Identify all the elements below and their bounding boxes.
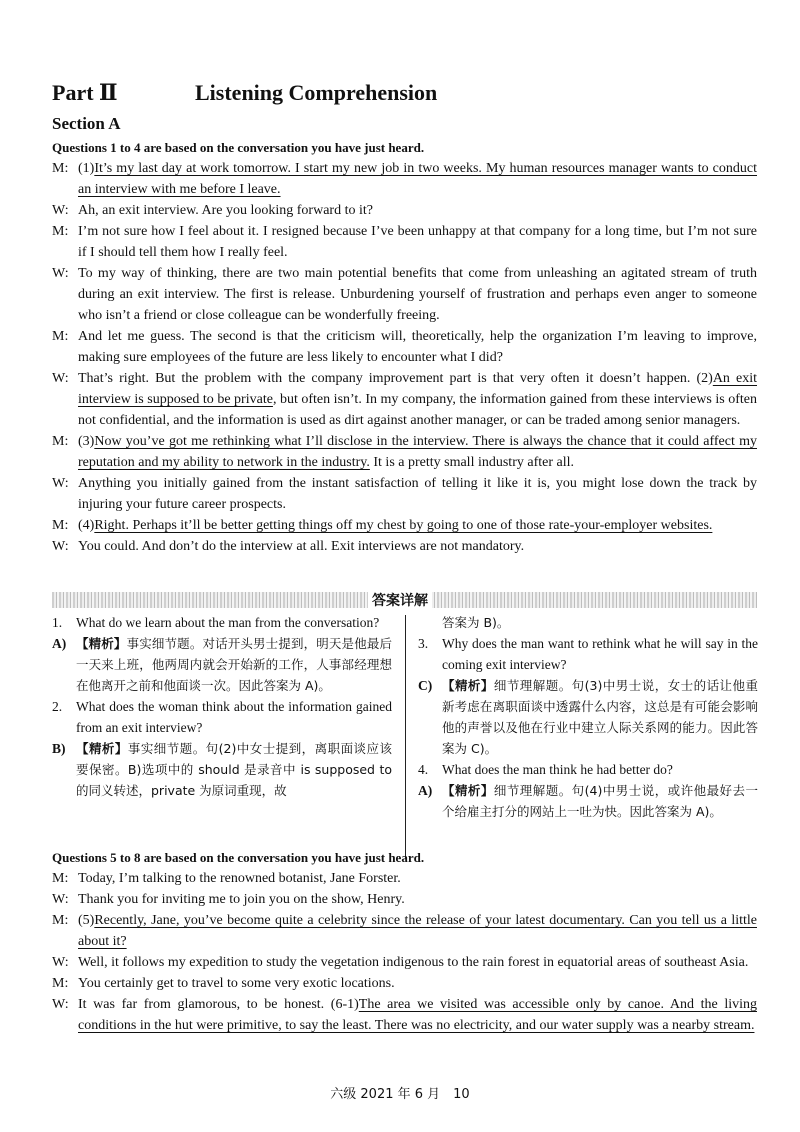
item-text: What do we learn about the man from the conversation? <box>76 615 380 630</box>
part-number: Part Ⅱ <box>52 80 118 105</box>
turn-text <box>78 868 757 889</box>
analysis-tag: 【精析】 <box>76 741 128 756</box>
dialog-turn <box>52 431 757 473</box>
speaker-label: W: <box>52 203 69 218</box>
turn-text <box>78 368 757 431</box>
turn-text <box>78 263 757 326</box>
turn-text-plain: That’s right. But the problem with the company improvement part is that very often it doesn’t happen. <box>78 371 697 386</box>
speaker-label: W: <box>52 892 69 907</box>
turn-text <box>78 952 757 973</box>
sentence-marker: (6-1) <box>330 997 359 1012</box>
dialog-turn <box>52 263 757 326</box>
page-footer: 六级 2021 年 6 月 10 <box>330 1087 470 1102</box>
turn-text-plain: Well, it follows my expedition to study the vegetation indigenous to the rain forest in equatorial areas of southeast Asia. <box>78 955 749 970</box>
answer-item <box>418 780 758 822</box>
turn-text <box>78 994 757 1036</box>
dialog-turn <box>52 952 757 973</box>
turn-text-plain: Anything you initially gained from the instant satisfaction of telling it like it is, you might lose down the track by injuring your future career prospects. <box>78 476 757 512</box>
turn-text-plain: It is a pretty small industry after all. <box>369 455 574 470</box>
turn-text <box>78 200 757 221</box>
answer-item <box>418 633 758 675</box>
turn-text-plain: Today, I’m talking to the renowned botanist, Jane Forster. <box>78 871 401 886</box>
analysis-text <box>442 780 758 822</box>
speaker-label: W: <box>52 539 69 554</box>
turn-text-plain: Thank you for inviting me to join you on the show, Henry. <box>78 892 405 907</box>
conversation-1 <box>52 158 757 557</box>
answers-left-column <box>52 612 392 801</box>
dialog-turn <box>52 515 757 536</box>
answer-item <box>52 738 392 801</box>
speaker-label: W: <box>52 997 69 1012</box>
speaker-label: W: <box>52 955 69 970</box>
analysis-text <box>442 675 758 759</box>
answer-item <box>418 612 758 633</box>
item-text: Why does the man want to rethink what he will say in the coming exit interview? <box>442 636 758 672</box>
dialog-turn <box>52 868 757 889</box>
section-title: Section A <box>52 114 121 133</box>
speaker-label: M: <box>52 224 69 239</box>
sentence-marker: (5) <box>78 913 95 928</box>
answer-item <box>418 675 758 759</box>
question-text <box>442 612 758 633</box>
turn-text <box>78 889 757 910</box>
question-text <box>76 612 392 633</box>
dialog-turn <box>52 973 757 994</box>
dialog-turn <box>52 326 757 368</box>
conversation-2-heading: Questions 5 to 8 are based on the conversation you have just heard. <box>52 850 425 865</box>
turn-text-plain: To my way of thinking, there are two main potential benefits that come from unleashing an agitated stream of truth during an exit interview. The first is release. Unburdening yourself of frustration and perhaps even anger to someone who isn’t a friend or close colleague can be wonderfully freeing. <box>78 266 757 323</box>
analysis-text <box>76 738 392 801</box>
item-text: 细节理解题。句(4)中男士说，或许他最好去一个给雇主打分的网站上一吐为快。因此答案为 A)。 <box>442 783 758 819</box>
question-number: 2. <box>52 699 63 714</box>
question-number: 1. <box>52 615 63 630</box>
answer-option: C) <box>418 678 433 693</box>
answer-item <box>52 633 392 696</box>
item-text: 细节理解题。句(3)中男士说，女士的话让他重新考虑在离职面谈中透露什么内容，这总是有可能会影响他的声誉以及他在行业中建立人际关系网的能力。因此答案为 C)。 <box>442 678 758 756</box>
turn-text-plain: I’m not sure how I feel about it. I resigned because I’ve been unhappy at that company for a long time, but I’m not sure if I should tell them how I really feel. <box>78 224 757 260</box>
conversation-2 <box>52 868 757 1036</box>
sentence-marker: (3) <box>78 434 95 449</box>
turn-text <box>78 326 757 368</box>
turn-text-plain: And let me guess. The second is that the criticism will, theoretically, help the organization I’m leaving to improve, making sure employees of the future are less likely to encounter what I did? <box>78 329 757 365</box>
turn-text-plain: You certainly get to travel to some very exotic locations. <box>78 976 395 991</box>
dialog-turn <box>52 889 757 910</box>
dialog-turn <box>52 473 757 515</box>
speaker-label: W: <box>52 371 69 386</box>
key-sentence: Right. Perhaps it’ll be better getting things off my chest by going to one of those rate-your-employer websites. <box>94 518 713 533</box>
dialog-turn <box>52 910 757 952</box>
turn-text <box>78 431 757 473</box>
turn-text-plain: , but often isn’t. In my company, the information gained from these interviews is often not confidential, and the information is used as dirt against another manager, or can be traded among senior managers. <box>78 392 757 428</box>
item-text: 答案为 B)。 <box>442 615 510 630</box>
dialog-turn <box>52 536 757 557</box>
turn-text <box>78 536 757 557</box>
turn-text <box>78 221 757 263</box>
speaker-label: M: <box>52 913 69 928</box>
column-divider <box>405 615 406 859</box>
answer-option: B) <box>52 741 66 756</box>
question-text <box>442 759 758 780</box>
analysis-tag: 【精析】 <box>442 678 494 693</box>
sentence-marker: (4) <box>78 518 95 533</box>
conversation-1-heading: Questions 1 to 4 are based on the conversation you have just heard. <box>52 140 425 155</box>
key-sentence: An exit interview is supposed to be private <box>78 371 757 407</box>
question-text <box>76 696 392 738</box>
sentence-marker: (2) <box>696 371 713 386</box>
turn-text <box>78 910 757 952</box>
turn-text-plain: You could. And don’t do the interview at all. Exit interviews are not mandatory. <box>78 539 525 554</box>
answer-banner-label: 答案详解 <box>368 590 432 610</box>
turn-text-plain: Ah, an exit interview. Are you looking forward to it? <box>78 203 373 218</box>
turn-text <box>78 515 757 536</box>
answer-option: A) <box>418 783 433 798</box>
key-sentence: Recently, Jane, you’ve become quite a celebrity since the release of your latest documentary. Can you tell us a little about it? <box>78 913 757 949</box>
speaker-label: M: <box>52 434 69 449</box>
answer-option: A) <box>52 636 67 651</box>
key-sentence: It’s my last day at work tomorrow. I start my new job in two weeks. My human resources manager wants to conduct an interview with me before I leave. <box>78 161 757 197</box>
dialog-turn <box>52 368 757 431</box>
speaker-label: W: <box>52 266 69 281</box>
question-number: 3. <box>418 636 429 651</box>
analysis-tag: 【精析】 <box>442 783 494 798</box>
key-sentence: Now you’ve got me rethinking what I’ll disclose in the interview. There is always the chance that it could affect my reputation and my ability to network in the industry. <box>78 434 757 470</box>
dialog-turn <box>52 158 757 200</box>
question-number <box>418 612 442 633</box>
speaker-label: M: <box>52 871 69 886</box>
dialog-turn <box>52 200 757 221</box>
answers-right-column <box>418 612 758 822</box>
answer-item <box>52 696 392 738</box>
dialog-turn <box>52 994 757 1036</box>
key-sentence: The area we visited was accessible only by canoe. And the living conditions in the hut were primitive, to say the least. There was no electricity, and our water supply was a nearby stream. <box>78 997 757 1033</box>
answer-item <box>418 759 758 780</box>
speaker-label: M: <box>52 976 69 991</box>
analysis-text <box>76 633 392 696</box>
question-text <box>442 633 758 675</box>
analysis-tag: 【精析】 <box>76 636 127 651</box>
turn-text-plain: It was far from glamorous, to be honest. <box>78 997 331 1012</box>
turn-text <box>78 473 757 515</box>
item-text: 事实细节题。句(2)中女士提到，离职面谈应该要保密。B)选项中的 should 是录音中 is supposed to 的同义转述，private 为原词重现，故 <box>76 741 392 798</box>
speaker-label: M: <box>52 161 69 176</box>
speaker-label: W: <box>52 476 69 491</box>
item-text: What does the woman think about the information gained from an exit interview? <box>76 699 392 735</box>
sentence-marker: (1) <box>78 161 95 176</box>
dialog-turn <box>52 221 757 263</box>
speaker-label: M: <box>52 518 69 533</box>
question-number: 4. <box>418 762 429 777</box>
turn-text <box>78 158 757 200</box>
turn-text <box>78 973 757 994</box>
speaker-label: M: <box>52 329 69 344</box>
item-text: 事实细节题。对话开头男士提到，明天是他最后一天来上班，他两周内就会开始新的工作，人事部经理想在他离开之前和他面谈一次。因此答案为 A)。 <box>76 636 392 693</box>
part-title: Listening Comprehension <box>195 80 438 105</box>
item-text: What does the man think he had better do? <box>442 762 673 777</box>
answer-item <box>52 612 392 633</box>
